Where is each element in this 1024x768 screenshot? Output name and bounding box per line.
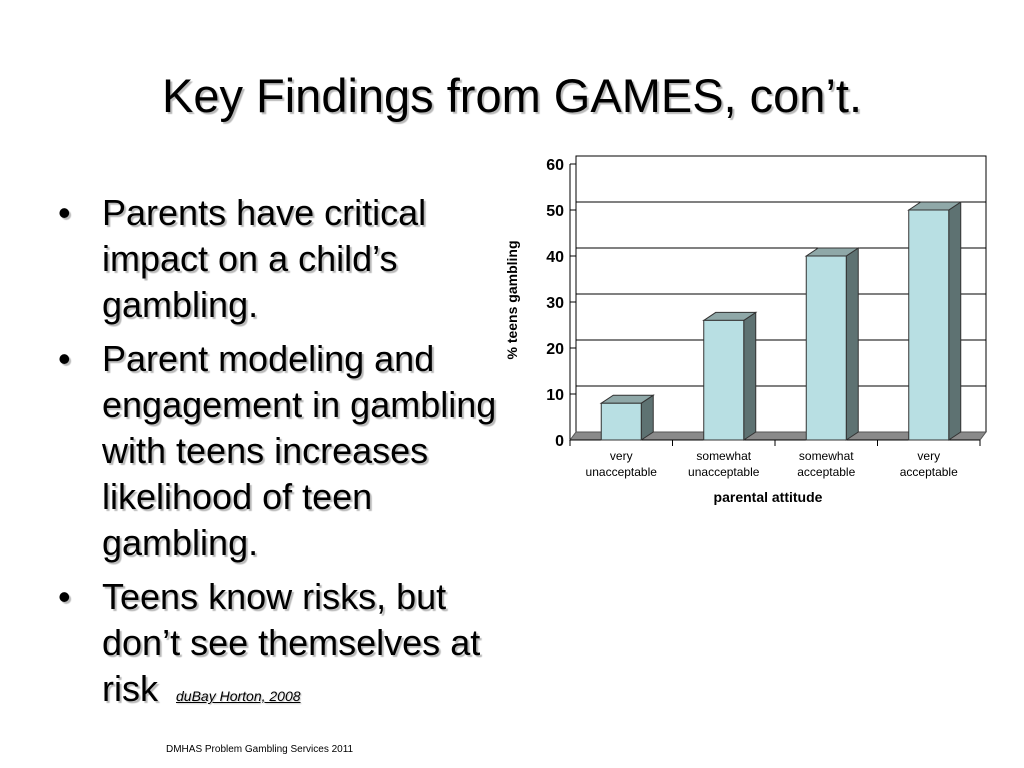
y-tick-label: 0 [555, 433, 564, 450]
y-tick-label: 30 [546, 295, 564, 312]
footer-text: DMHAS Problem Gambling Services 2011 [166, 744, 354, 755]
y-tick-label: 10 [546, 387, 564, 404]
bar-side [949, 202, 961, 440]
bar [806, 248, 858, 440]
bullet-marker: • [58, 338, 71, 379]
x-tick-label: somewhat [798, 449, 854, 463]
bar [704, 312, 756, 440]
y-tick-label: 40 [546, 249, 564, 266]
x-axis-title: parental attitude [713, 489, 823, 505]
bullet-item [58, 190, 518, 328]
bar-front [704, 320, 744, 440]
x-tick-label: unacceptable [688, 465, 760, 479]
bullet-item [58, 336, 518, 566]
bar-chart [494, 148, 1014, 518]
bullet-text: Parents have critical impact on a child’s gambling. [102, 192, 427, 325]
bar-side [744, 312, 756, 440]
x-tick-label: very [917, 449, 941, 463]
x-tick-label: somewhat [696, 449, 752, 463]
bar [909, 202, 961, 440]
bullet-item [58, 574, 518, 719]
bar-side [846, 248, 858, 440]
bar [601, 395, 653, 440]
bar-front [909, 210, 949, 440]
slide-title: Key Findings from GAMES, con’t. [161, 69, 863, 122]
citation: duBay Horton, 2008 [176, 688, 301, 704]
x-tick-label: very [609, 449, 633, 463]
y-tick-label: 50 [546, 203, 564, 220]
y-tick-label: 20 [546, 341, 564, 358]
bar-front [601, 403, 641, 440]
bullet-marker: • [58, 192, 71, 233]
x-tick-label: acceptable [797, 465, 856, 479]
bullet-text: Teens know risks, but don’t see themselves at risk [102, 576, 481, 709]
bullet-marker: • [58, 576, 71, 617]
bullet-list [58, 190, 518, 727]
y-axis-title: % teens gambling [504, 240, 520, 360]
bullet-text: Parent modeling and engagement in gambling with teens increases likelihood of teen gambling. [102, 338, 497, 563]
y-tick-label: 60 [546, 157, 564, 174]
x-tick-label: acceptable [899, 465, 958, 479]
bar-front [806, 256, 846, 440]
x-tick-label: unacceptable [585, 465, 657, 479]
